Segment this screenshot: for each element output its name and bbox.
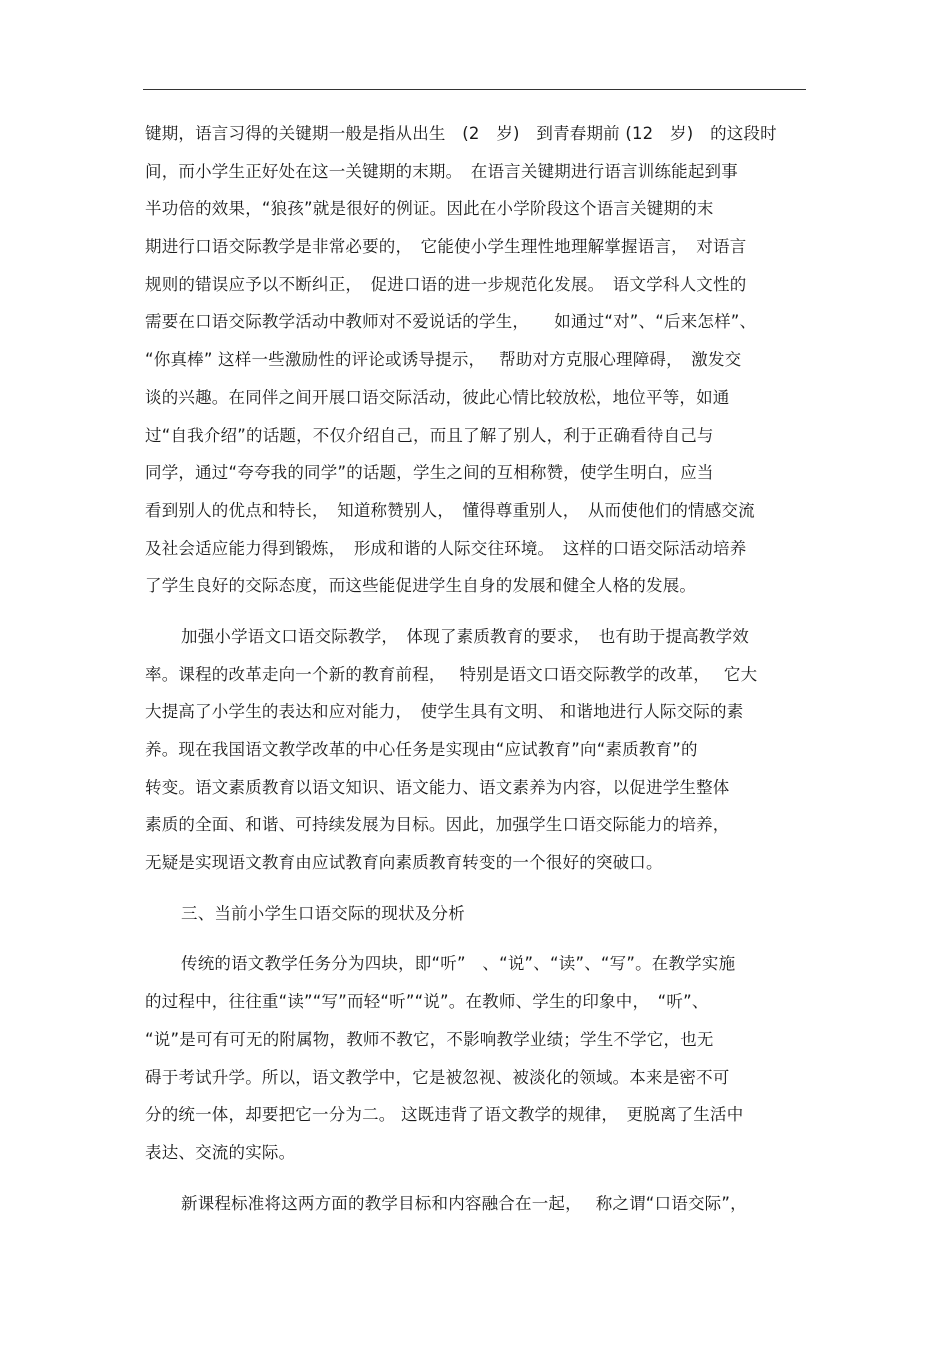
text-line: 转变。语文素质教育以语文知识、语文能力、语文素养为内容，以促进学生整体: [145, 777, 730, 797]
text-line: 同学，通过“夸夸我的同学”的话题，学生之间的互相称赞，使学生明白，应当: [145, 463, 714, 483]
paragraph-gap: [145, 605, 810, 618]
text-line: 率。课程的改革走向一个新的教育前程， 特别是语文口语交际教学的改革， 它大: [145, 664, 758, 684]
text-line: “说”是可有可无的附属物，教师不教它，不影响教学业绩；学生不学它，也无: [145, 1029, 714, 1049]
text-line: 加强小学语文口语交际教学， 体现了素质教育的要求， 也有助于提高教学效: [181, 626, 749, 646]
text-line: “你真棒” 这样一些激励性的评论或诱导提示， 帮助对方克服心理障碍， 激发交: [145, 350, 742, 370]
body-text: [145, 115, 810, 1222]
text-line: 了学生良好的交际态度，而这些能促进学生自身的发展和健全人格的发展。: [145, 576, 697, 596]
paragraph-quality-education: [145, 618, 810, 882]
text-line: 谈的兴趣。在同伴之间开展口语交际活动，彼此心情比较放松，地位平等，如通: [145, 387, 730, 407]
text-line: 分的统一体，却要把它一分为二。 这既违背了语文教学的规律， 更脱离了生活中: [145, 1105, 744, 1125]
paragraph-traditional-teaching: [145, 945, 810, 1171]
text-line: 碍于考试升学。所以，语文教学中，它是被忽视、被淡化的领域。本来是密不可: [145, 1067, 730, 1087]
text-line: 键期，语言习得的关键期一般是指从出生 (2 岁) 到青春期前 (12 岁) 的这段时: [145, 124, 777, 143]
paragraph-new-standard: [145, 1185, 810, 1223]
text-line: 过“自我介绍”的话题，不仅介绍自己，而且了解了别人，利于正确看待自己与: [145, 425, 714, 445]
text-line: 及社会适应能力得到锻炼， 形成和谐的人际交往环境。 这样的口语交际活动培养: [145, 538, 747, 558]
text-line: 半功倍的效果，“狼孩”就是很好的例证。因此在小学阶段这个语言关键期的末: [145, 199, 714, 219]
text-line: 需要在口语交际教学活动中教师对不爱说话的学生， 如通过“对”、“后来怎样”、: [145, 312, 757, 332]
text-line: 看到别人的优点和特长， 知道称赞别人， 懂得尊重别人， 从而使他们的情感交流: [145, 500, 755, 520]
text-line: 大提高了小学生的表达和应对能力， 使学生具有文明、 和谐地进行人际交际的素: [145, 702, 744, 722]
text-line: 规则的错误应予以不断纠正， 促进口语的进一步规范化发展。 语文学科人文性的: [145, 274, 747, 294]
paragraph-critical-period: [145, 115, 810, 605]
paragraph-gap: [145, 882, 810, 895]
text-line: 期进行口语交际教学是非常必要的， 它能使小学生理性地理解掌握语言， 对语言: [145, 237, 747, 257]
section-heading: [145, 895, 810, 933]
text-line: 传统的语文教学任务分为四块，即“听” 、“说”、“读”、“写”。在教学实施: [181, 954, 736, 974]
text-line: 的过程中，往往重“读”“写”而轻“听”“说”。在教师、学生的印象中， “听”、: [145, 992, 709, 1012]
text-line: 间，而小学生正好处在这一关键期的末期。 在语言关键期进行语言训练能起到事: [145, 161, 738, 181]
header-rule: [143, 89, 806, 90]
section-heading-text: 三、当前小学生口语交际的现状及分析: [181, 903, 465, 923]
text-line: 表达、交流的实际。: [145, 1142, 296, 1162]
text-line: 新课程标准将这两方面的教学目标和内容融合在一起， 称之谓“口语交际”，: [181, 1193, 747, 1213]
text-line: 无疑是实现语文教育由应试教育向素质教育转变的一个很好的突破口。: [145, 853, 663, 873]
text-line: 素质的全面、和谐、可持续发展为目标。因此，加强学生口语交际能力的培养，: [145, 815, 730, 835]
paragraph-gap: [145, 932, 810, 945]
text-line: 养。现在我国语文教学改革的中心任务是实现由“应试教育”向“素质教育”的: [145, 740, 698, 759]
paragraph-gap: [145, 1172, 810, 1185]
